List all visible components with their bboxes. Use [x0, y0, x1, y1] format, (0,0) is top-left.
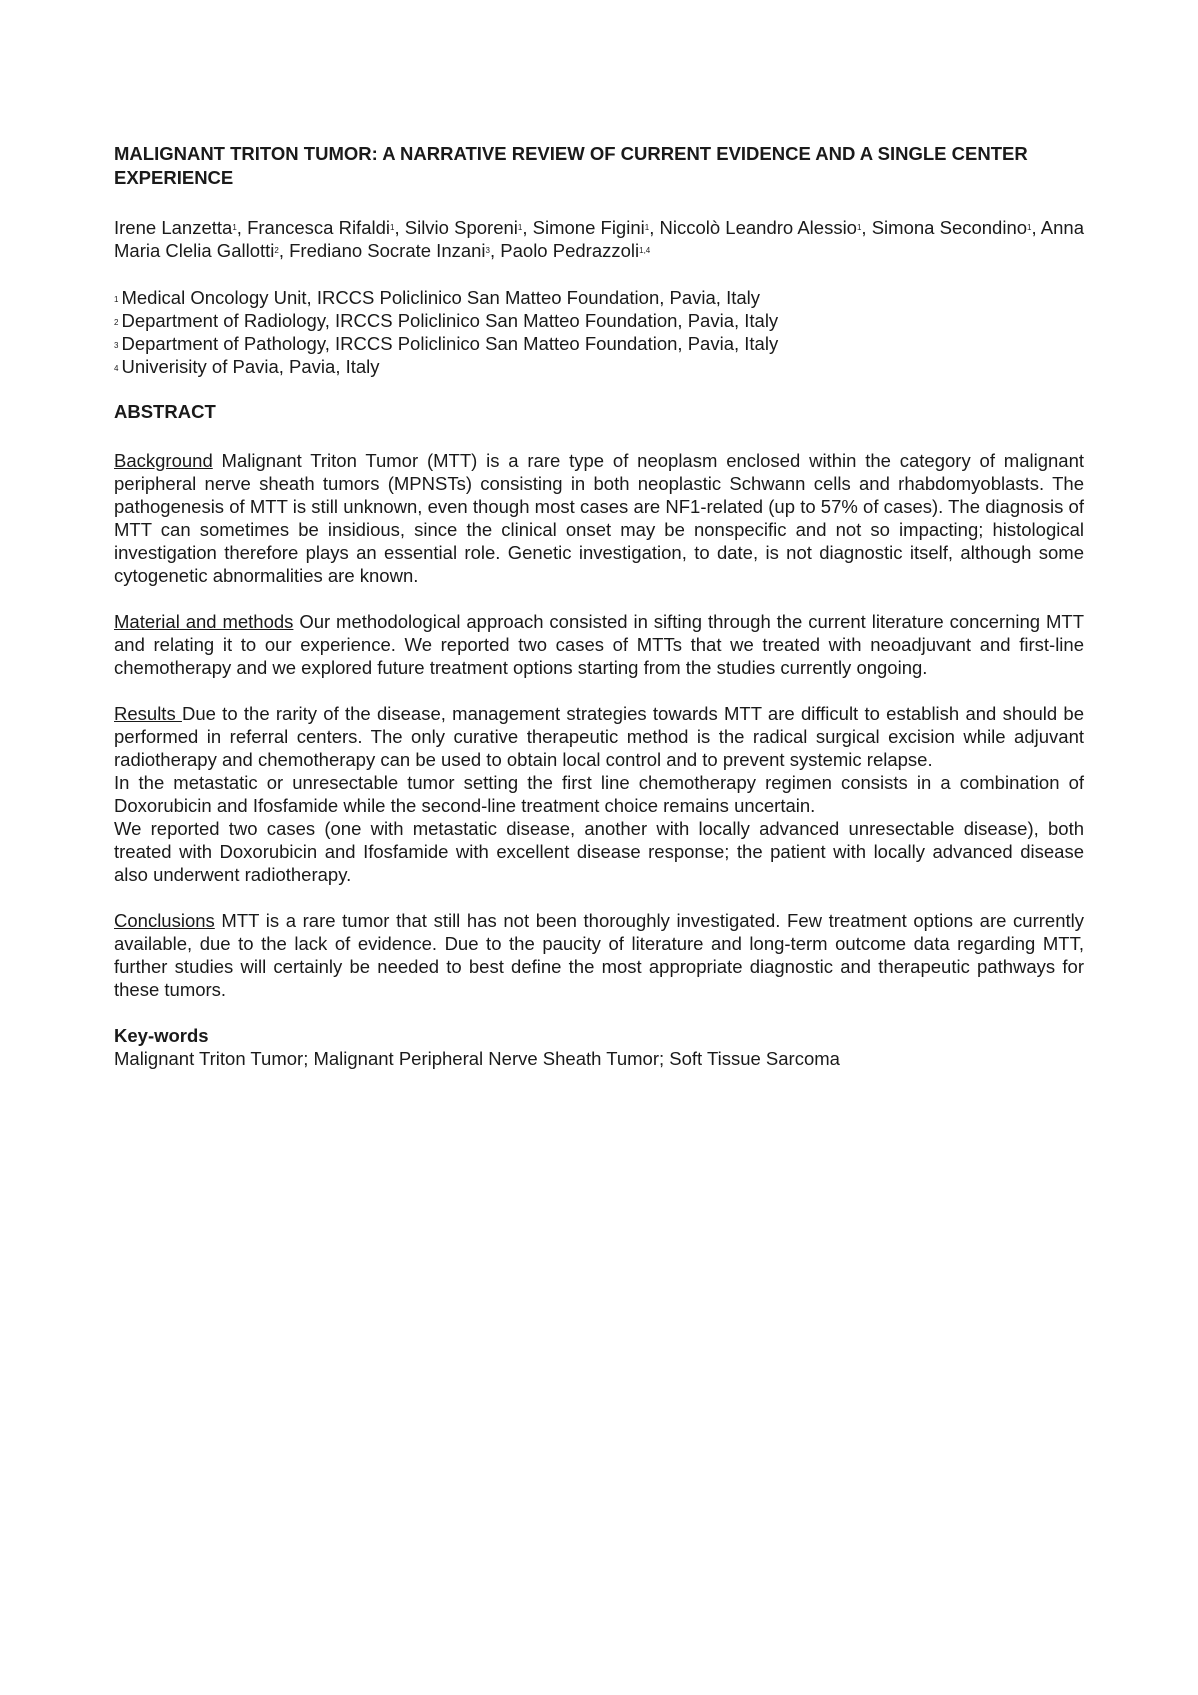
conclusions-label: Conclusions	[114, 910, 215, 931]
affiliation-item	[114, 286, 1084, 309]
author-name: Simona Secondino	[871, 217, 1028, 238]
results-label: Results	[114, 703, 182, 724]
affiliation-number: 4	[114, 364, 119, 373]
results-paragraph	[114, 702, 1084, 886]
affiliation-item	[114, 309, 1084, 332]
affiliation-text: Department of Radiology, IRCCS Policlinico San Matteo Foundation, Pavia, Italy	[121, 310, 779, 331]
affiliation-number: 1	[114, 295, 119, 304]
author-affiliation-marker: 1	[856, 223, 862, 232]
affiliation-number: 2	[114, 318, 119, 327]
paper-title: MALIGNANT TRITON TUMOR: A NARRATIVE REVIEW OF CURRENT EVIDENCE AND A SINGLE CENTER EXPERIENCE	[114, 143, 1028, 188]
affiliation-item	[114, 332, 1084, 355]
methods-paragraph	[114, 610, 1084, 679]
author-name: Paolo Pedrazzoli	[500, 240, 640, 261]
author-name: Niccolò Leandro Alessio	[659, 217, 857, 238]
results-text: Due to the rarity of the disease, management strategies towards MTT are difficult to establish and should be performed in referral centers. The only curative therapeutic method is the radical surgical excision while adjuvant radiotherapy and chemotherapy can be used to obtain local control and to prevent systemic relapse.	[114, 703, 1084, 770]
author-affiliation-marker: 1,4	[639, 246, 651, 255]
author-affiliation-marker: 1	[232, 223, 237, 232]
author-affiliation-marker: 3	[485, 246, 490, 255]
affiliation-text: Medical Oncology Unit, IRCCS Policlinico San Matteo Foundation, Pavia, Italy	[121, 287, 761, 308]
author-affiliation-marker: 1	[517, 223, 523, 232]
conclusions-text: MTT is a rare tumor that still has not been thoroughly investigated. Few treatment options are currently available, due to the lack of evidence. Due to the paucity of literature and long-term outcome data regarding MTT, further studies will certainly be needed to best define the most appropriate diagnostic and therapeutic pathways for these tumors.	[114, 910, 1084, 1000]
document-page	[114, 142, 1084, 1070]
author-name: Anna Maria Clelia Gallotti	[114, 217, 1084, 261]
author-name: Simone Figini	[532, 217, 645, 238]
methods-label: Material and methods	[114, 611, 294, 632]
background-text: Malignant Triton Tumor (MTT) is a rare type of neoplasm enclosed within the category of malignant peripheral nerve sheath tumors (MPNSTs) consisting in both neoplastic Schwann cells and rhabdomyoblasts. The pathogenesis of MTT is still unknown, even though most cases are NF1-related (up to 57% of cases). The diagnosis of MTT can sometimes be insidious, since the clinical onset may be nonspecific and not so impacting; histological investigation therefore plays an essential role. Genetic investigation, to date, is not diagnostic itself, although some cytogenetic abnormalities are known.	[114, 450, 1084, 586]
author-list: Irene Lanzetta$^1$, Francesca Rifaldi$^1$, Silvio Sporeni$^1$, Simone Figini$^1$, Niccolò Leandro Alessio$^1$, Simona Secondino$^1$, Anna Maria Clelia Gallotti$^2$, Frediano Socrate Inzani$^3$, Paolo Pedrazzoli$^{1,4}$	[114, 217, 1084, 261]
author-affiliation-marker: 1	[644, 223, 650, 232]
affiliation-text: Department of Pathology, IRCCS Policlinico San Matteo Foundation, Pavia, Italy	[121, 333, 779, 354]
author-name: Frediano Socrate Inzani	[289, 240, 486, 261]
background-paragraph	[114, 449, 1084, 587]
methods-text: Our methodological approach consisted in sifting through the current literature concerning MTT and relating it to our experience. We reported two cases of MTTs that we treated with neoadjuvant and first-line chemotherapy and we explored future treatment options starting from the studies currently ongoing.	[114, 611, 1084, 678]
author-affiliation-marker: 1	[1027, 223, 1032, 232]
abstract-heading: ABSTRACT	[114, 401, 216, 422]
results-text-2: In the metastatic or unresectable tumor setting the first line chemotherapy regimen consists in a combination of Doxorubicin and Ifosfamide while the second-line treatment choice remains uncertain.	[114, 772, 1084, 816]
keywords-heading: Key-words	[114, 1025, 209, 1046]
author-name: Silvio Sporeni	[404, 217, 518, 238]
author-affiliation-marker: 2	[274, 246, 279, 255]
results-text-3: We reported two cases (one with metastatic disease, another with locally advanced unresectable disease), both treated with Doxorubicin and Ifosfamide with excellent disease response; the patient with locally advanced disease also underwent radiotherapy.	[114, 818, 1084, 885]
author-name: Francesca Rifaldi	[247, 217, 390, 238]
author-affiliation-marker: 1	[390, 223, 395, 232]
conclusions-paragraph	[114, 909, 1084, 1001]
affiliation-item	[114, 355, 1084, 378]
affiliation-number: 3	[114, 341, 119, 350]
affiliation-text: Univerisity of Pavia, Pavia, Italy	[121, 356, 380, 377]
author-name: Irene Lanzetta	[114, 217, 233, 238]
affiliation-list	[114, 286, 1084, 378]
background-label: Background	[114, 450, 213, 471]
keywords-text: Malignant Triton Tumor; Malignant Peripheral Nerve Sheath Tumor; Soft Tissue Sarcoma	[114, 1048, 840, 1069]
